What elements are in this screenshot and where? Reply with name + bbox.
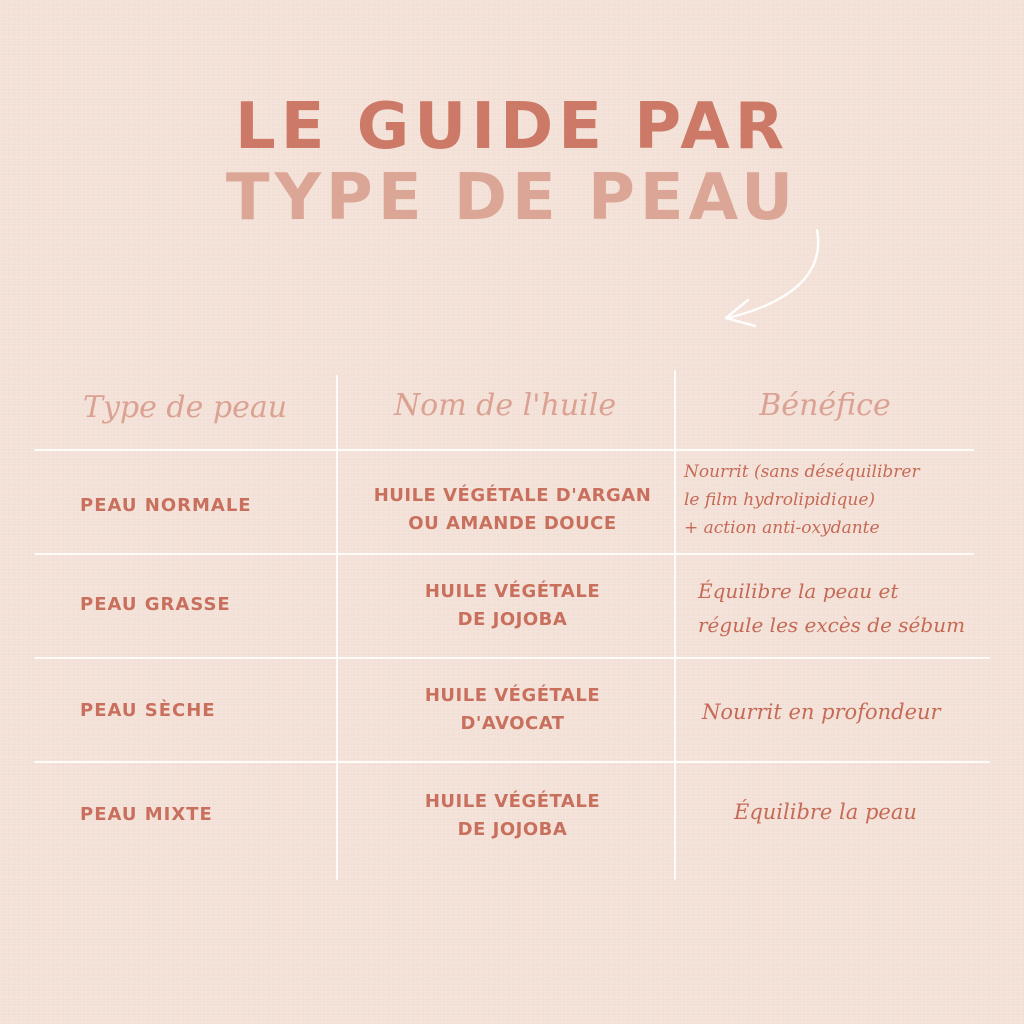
oil-name-line: HUILE VÉGÉTALE	[424, 791, 601, 812]
title-line-1: LE GUIDE PAR	[234, 90, 790, 164]
row-divider-3	[34, 761, 990, 763]
row-divider-header	[34, 449, 974, 451]
oil-name-cell	[340, 788, 685, 844]
oil-name-line: D'AVOCAT	[460, 713, 565, 734]
skin-type-cell: PEAU SÈCHE	[80, 700, 216, 721]
oil-name-line: HUILE VÉGÉTALE	[424, 581, 601, 602]
benefit-cell	[702, 695, 1022, 729]
oil-name-line: DE JOJOBA	[457, 819, 568, 840]
skin-type-cell: PEAU GRASSE	[80, 594, 231, 615]
oil-name-line: HUILE VÉGÉTALE	[424, 685, 601, 706]
benefit-cell	[698, 574, 1018, 642]
title-line-2: TYPE DE PEAU	[225, 161, 799, 235]
benefit-line: Nourrit (sans déséquilibrer	[684, 462, 920, 482]
skin-type-cell: PEAU NORMALE	[80, 495, 252, 516]
benefit-line: Équilibre la peau	[734, 800, 917, 824]
column-header-benefit: Bénéfice	[759, 388, 891, 423]
benefit-line: régule les excès de sébum	[698, 613, 966, 637]
oil-name-cell	[340, 682, 685, 738]
oil-name-cell	[340, 482, 685, 538]
row-divider-2	[34, 657, 990, 659]
benefit-line: Nourrit en profondeur	[702, 700, 941, 724]
oil-name-cell	[340, 578, 685, 634]
curved-arrow-icon	[700, 218, 830, 338]
oil-name-line: DE JOJOBA	[457, 609, 568, 630]
row-divider-1	[34, 553, 974, 555]
oil-name-line: HUILE VÉGÉTALE D'ARGAN	[373, 485, 652, 506]
benefit-cell	[734, 795, 1024, 829]
oil-name-line: OU AMANDE DOUCE	[408, 513, 617, 534]
benefit-line: Équilibre la peau et	[698, 579, 899, 603]
skin-type-cell: PEAU MIXTE	[80, 804, 213, 825]
benefit-line: + action anti-oxydante	[684, 518, 880, 538]
column-header-skin-type: Type de peau	[82, 390, 288, 425]
benefit-line: le film hydrolipidique)	[684, 490, 876, 510]
benefit-cell	[684, 458, 1004, 542]
column-header-oil-name: Nom de l'huile	[393, 388, 617, 423]
